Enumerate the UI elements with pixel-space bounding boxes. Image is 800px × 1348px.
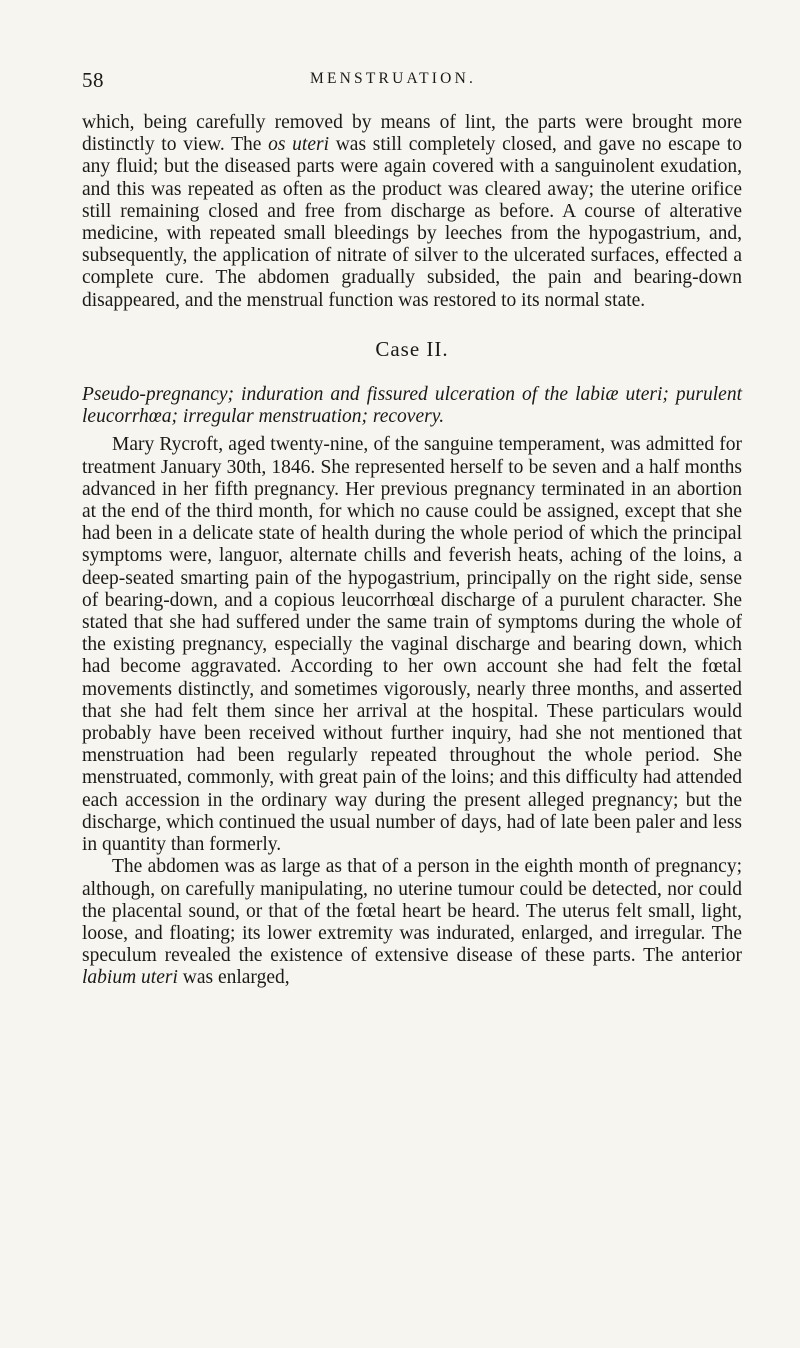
body-text — [82, 112, 742, 990]
case-paragraph: Mary Rycroft, aged twenty-nine, of the sanguine temperament, was admitted for treatment January 30th, 1846. She represented herself to be seven and a half months advanced in her fifth pregnancy. Her previous pregnancy terminated in an abortion at the end of the third month, for which no cause could be assigned, except that she had been in a delicate state of health during the whole period of which the principal symptoms were, languor, alternate chills and feverish heats, aching of the loins, a deep-seated smarting pain of the hypogastrium, principally on the right side, sense of bearing-down, and a copious leucorrhœal discharge of a purulent character. She stated that she had suffered under the same train of symptoms during the whole of the existing pregnancy, especially the vaginal discharge and bearing down, which had become aggravated. According to her own account she had felt the fœtal movements distinctly, and sometimes vigorously, nearly three months, and asserted that she had felt them since her arrival at the hospital. These particulars would probably have been received without further inquiry, had she not mentioned that menstruation had been regularly repeated throughout the whole period. She menstruated, commonly, with great pain of the loins; and this difficulty had attended each accession in the ordinary way during the present alleged pregnancy; but the discharge, which continued the usual number of days, had of late been paler and less in quantity than formerly. — [82, 434, 742, 856]
running-title: MENSTRUATION. — [310, 70, 477, 87]
text-segment: was enlarged, — [177, 967, 290, 989]
paragraph-continued — [82, 112, 742, 312]
text-segment: The abdomen was as large as that of a person in the eighth month of pregnancy; although, on carefully manipulating, no uterine tumour could be detected, nor could the placental sound, or that of the fœtal heart be heard. The uterus felt small, light, loose, and floating; its lower extremity was indurated, enlarged, and irregular. The speculum revealed the existence of extensive disease of these parts. The anterior — [82, 856, 742, 967]
case-heading: Case II. — [375, 336, 449, 361]
latin-term: os uteri — [268, 134, 329, 156]
latin-term: labium uteri — [82, 967, 178, 989]
case-subtitle: Pseudo-pregnancy; induration and fissured ulceration of the labiæ uteri; purulent leucorrhœa; irregular menstruation; recovery. — [82, 384, 742, 428]
text-segment: was still completely closed, and gave no escape to any fluid; but the diseased parts were again covered with a sanguinolent exudation, and this was repeated as often as the product was cleared away; the uterine orifice still remaining closed and free from discharge as before. A course of alterative medicine, with repeated small bleedings by leeches from the hypogastrium, and, subsequently, the application of nitrate of silver to the ulcerated surfaces, effected a complete cure. The abdomen gradually subsided, the pain and bearing-down disappeared, and the menstrual function was restored to its normal state. — [82, 134, 742, 311]
case-paragraph — [82, 856, 742, 989]
running-head — [82, 68, 742, 92]
text-segment: which, being carefully removed by means of lint, the parts were brought more distinctly to view. The — [82, 112, 742, 156]
page-number: 58 — [82, 68, 104, 92]
